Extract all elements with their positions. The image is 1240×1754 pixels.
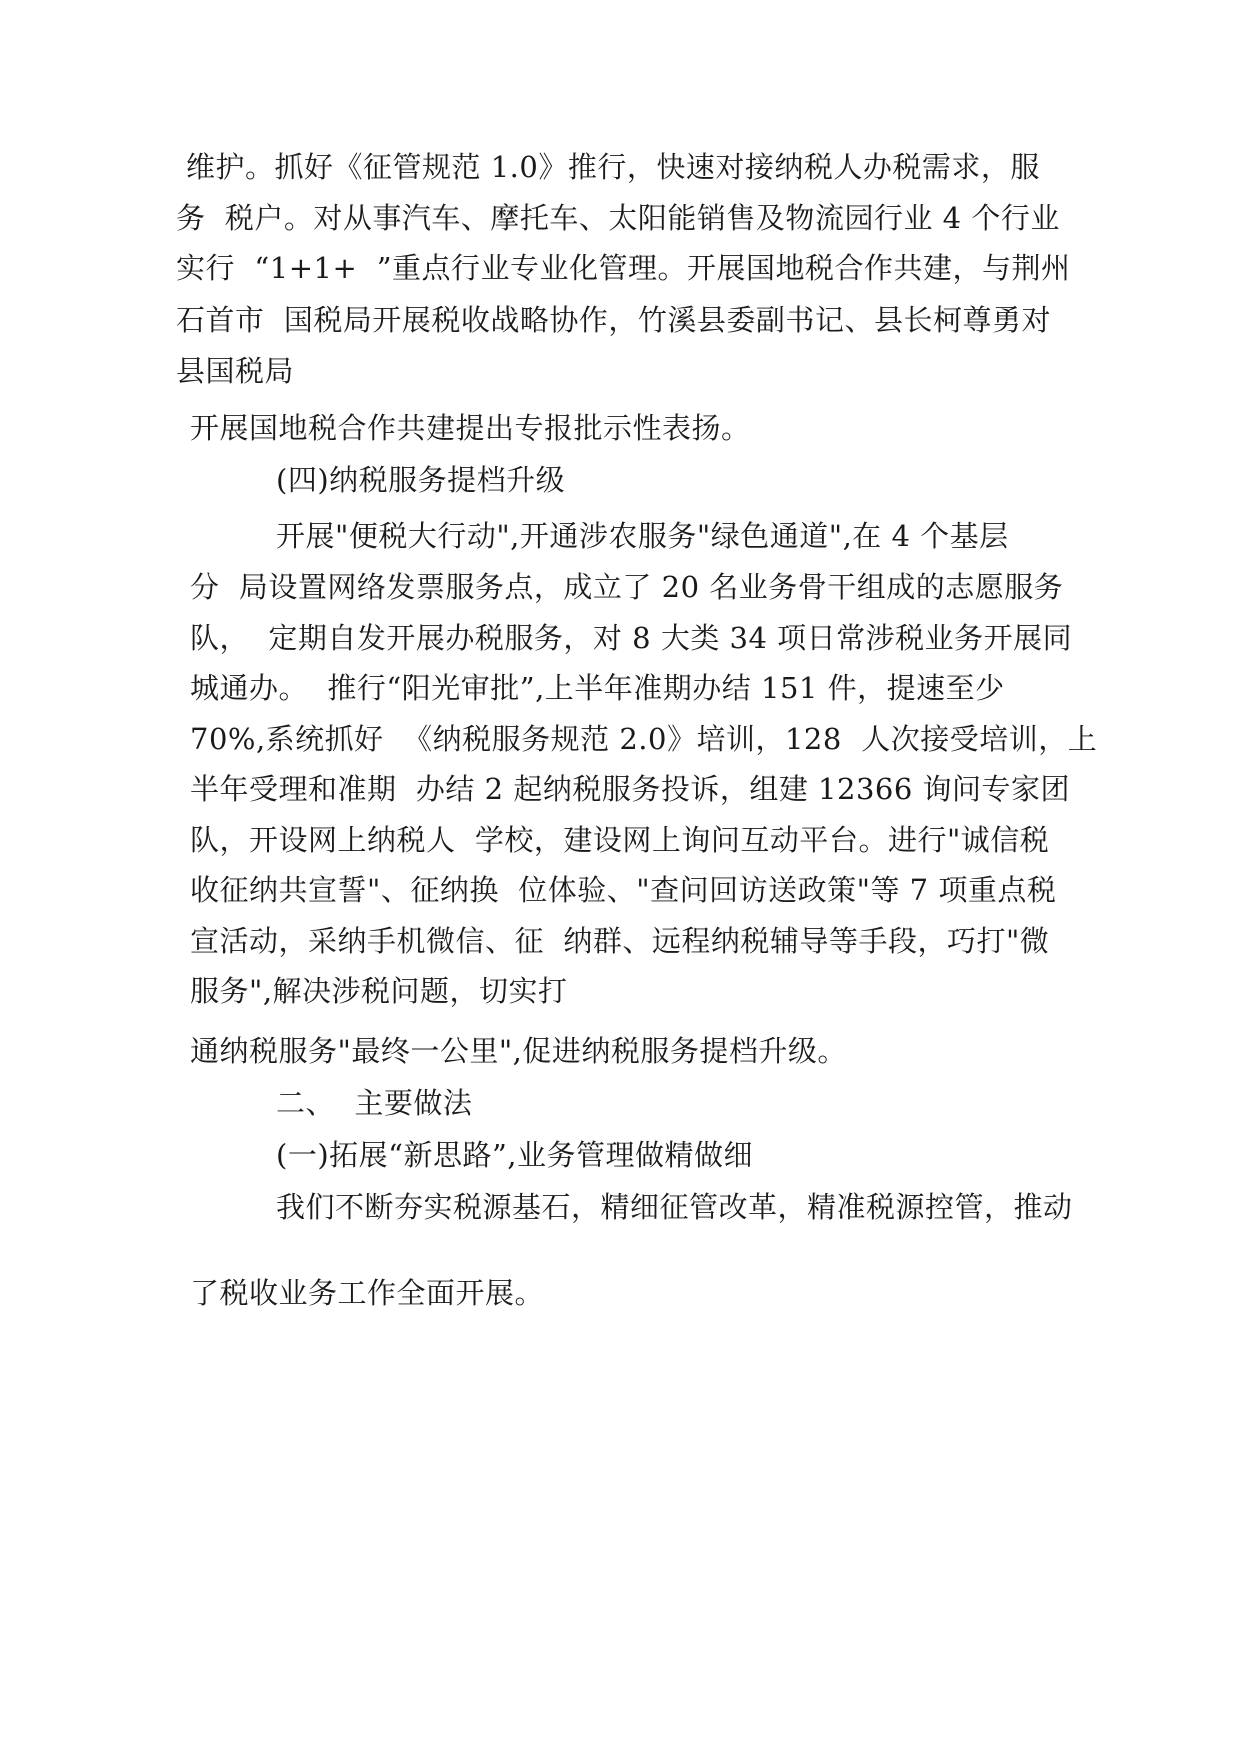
text-line: 服务",解决涉税问题，切实打 (190, 974, 568, 1008)
text-line: 石首市 国税局开展税收战略协作，竹溪县委副书记、县长柯尊勇对 (176, 303, 1051, 337)
text-line: 宣活动，采纳手机微信、征 纳群、远程纳税辅导等手段，巧打"微 (190, 924, 1050, 958)
text-line: 县国税局 (176, 354, 295, 388)
text-line: 分 局设置网络发票服务点，成立了 20 名业务骨干组成的志愿服务 (190, 570, 1064, 604)
text-line: 开展"便税大行动",开通涉农服务"绿色通道",在 4 个基层 (276, 519, 1009, 553)
text-line: 通纳税服务"最终一公里",促进纳税服务提档升级。 (190, 1034, 847, 1068)
text-line: 了税收业务工作全面开展。 (190, 1276, 545, 1310)
text-line: 收征纳共宣誓"、征纳换 位体验、"查问回访送政策"等 7 项重点税 (190, 873, 1057, 907)
section-heading: (一)拓展“新思路”,业务管理做精做细 (276, 1138, 753, 1172)
section-heading: 二、 主要做法 (276, 1086, 473, 1120)
text-line: 务 税户。对从事汽车、摩托车、太阳能销售及物流园行业 4 个行业 (176, 201, 1060, 235)
text-line: 城通办。 推行“阳光审批”,上半年准期办结 151 件，提速至少 (190, 671, 1005, 705)
text-line: 维护。抓好《征管规范 1.0》推行，快速对接纳税人办税需求，服 (186, 150, 1040, 184)
text-line: 队，开设网上纳税人 学校，建设网上询问互动平台。进行"诚信税 (190, 823, 1050, 857)
text-line: 半年受理和准期 办结 2 起纳税服务投诉，组建 12366 询问专家团 (190, 772, 1071, 806)
text-line: 队， 定期自发开展办税服务，对 8 大类 34 项日常涉税业务开展同 (190, 621, 1073, 655)
section-heading: (四)纳税服务提档升级 (276, 463, 566, 497)
text-line: 实行 “1+1+ ”重点行业专业化管理。开展国地税合作共建，与荆州 (176, 251, 1071, 285)
text-line: 我们不断夯实税源基石，精细征管改革，精准税源控管，推动 (276, 1190, 1073, 1224)
text-line: 开展国地税合作共建提出专报批示性表扬。 (190, 411, 751, 445)
text-line: 70%,系统抓好 《纳税服务规范 2.0》培训，128 人次接受培训，上 (190, 722, 1098, 756)
